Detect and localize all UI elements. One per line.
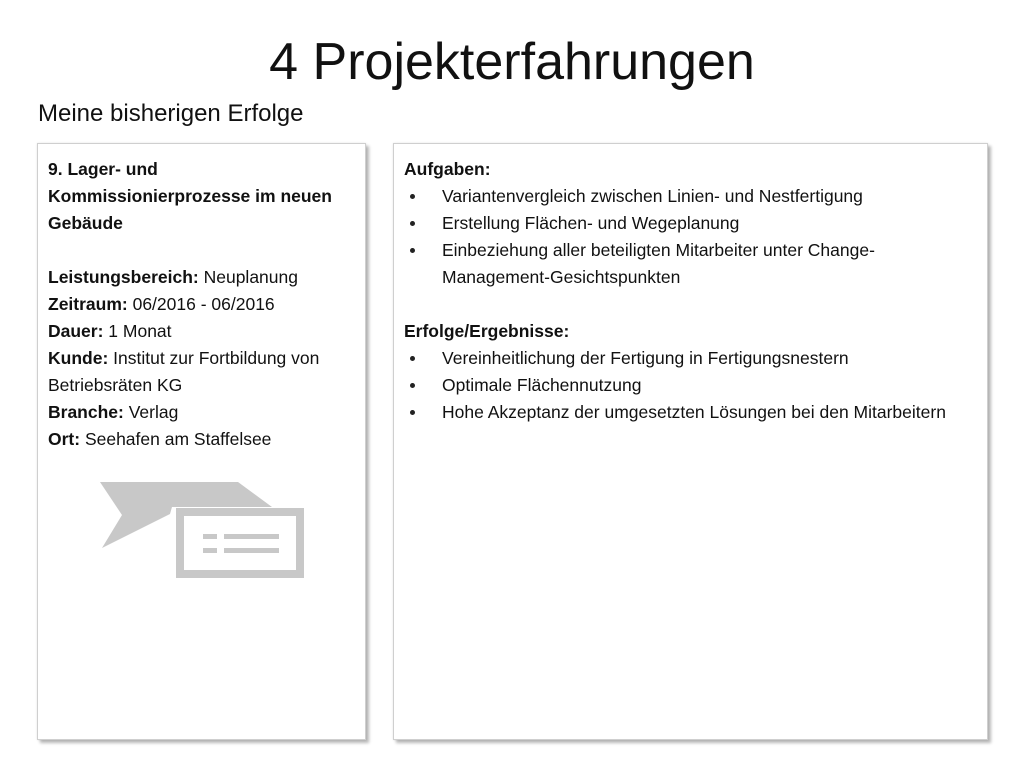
results-heading: Erfolge/Ergebnisse: [404, 321, 570, 341]
bullet-icon [410, 248, 415, 253]
detail-label: Dauer: [48, 321, 104, 341]
list-item [404, 237, 974, 291]
list-item-text: Optimale Flächennutzung [442, 375, 642, 395]
detail-label: Zeitraum: [48, 294, 128, 314]
tasks-list [404, 183, 974, 291]
bullet-icon [410, 221, 415, 226]
bullet-icon [410, 194, 415, 199]
list-item-text: Einbeziehung aller beteiligten Mitarbeiter unter Change-Management-Gesichtspunkten [442, 240, 875, 287]
page-title: 4 Projekterfahrungen [269, 33, 755, 91]
detail-label: Kunde: [48, 348, 109, 368]
detail-branche [48, 399, 353, 426]
list-item [404, 372, 974, 399]
results-list [404, 345, 974, 426]
list-item-text: Vereinheitlichung der Fertigung in Fertigungsnestern [442, 348, 849, 368]
detail-dauer [48, 318, 353, 345]
bullet-icon [410, 410, 415, 415]
detail-value: Institut zur Fortbildung von Betriebsräten KG [48, 348, 320, 395]
detail-kunde [48, 345, 353, 399]
list-item-text: Erstellung Flächen- und Wegeplanung [442, 213, 740, 233]
detail-value: 06/2016 - 06/2016 [127, 294, 275, 314]
detail-ort [48, 426, 353, 453]
project-title: 9. Lager- und Kommissionierprozesse im neuen Gebäude [48, 159, 332, 233]
list-item [404, 210, 974, 237]
detail-zeitraum [48, 291, 353, 318]
list-item-text: Variantenvergleich zwischen Linien- und Nestfertigung [442, 186, 863, 206]
document-send-icon [100, 482, 305, 582]
list-item-text: Hohe Akzeptanz der umgesetzten Lösungen bei den Mitarbeitern [442, 402, 946, 422]
project-details [404, 156, 974, 426]
list-item [404, 183, 974, 210]
detail-label: Leistungsbereich: [48, 267, 199, 287]
project-details-card [393, 143, 988, 740]
detail-label: Ort: [48, 429, 81, 449]
detail-value: Seehafen am Staffelsee [80, 429, 272, 449]
bullet-icon [410, 356, 415, 361]
bullet-icon [410, 383, 415, 388]
page-subtitle: Meine bisherigen Erfolge [38, 100, 304, 127]
detail-value: Neuplanung [198, 267, 298, 287]
list-item [404, 345, 974, 372]
detail-leistungsbereich [48, 264, 353, 291]
project-summary [48, 156, 353, 453]
list-item [404, 399, 974, 426]
project-summary-card [37, 143, 366, 740]
detail-value: 1 Monat [103, 321, 172, 341]
detail-value: Verlag [123, 402, 179, 422]
detail-label: Branche: [48, 402, 124, 422]
tasks-heading: Aufgaben: [404, 159, 491, 179]
